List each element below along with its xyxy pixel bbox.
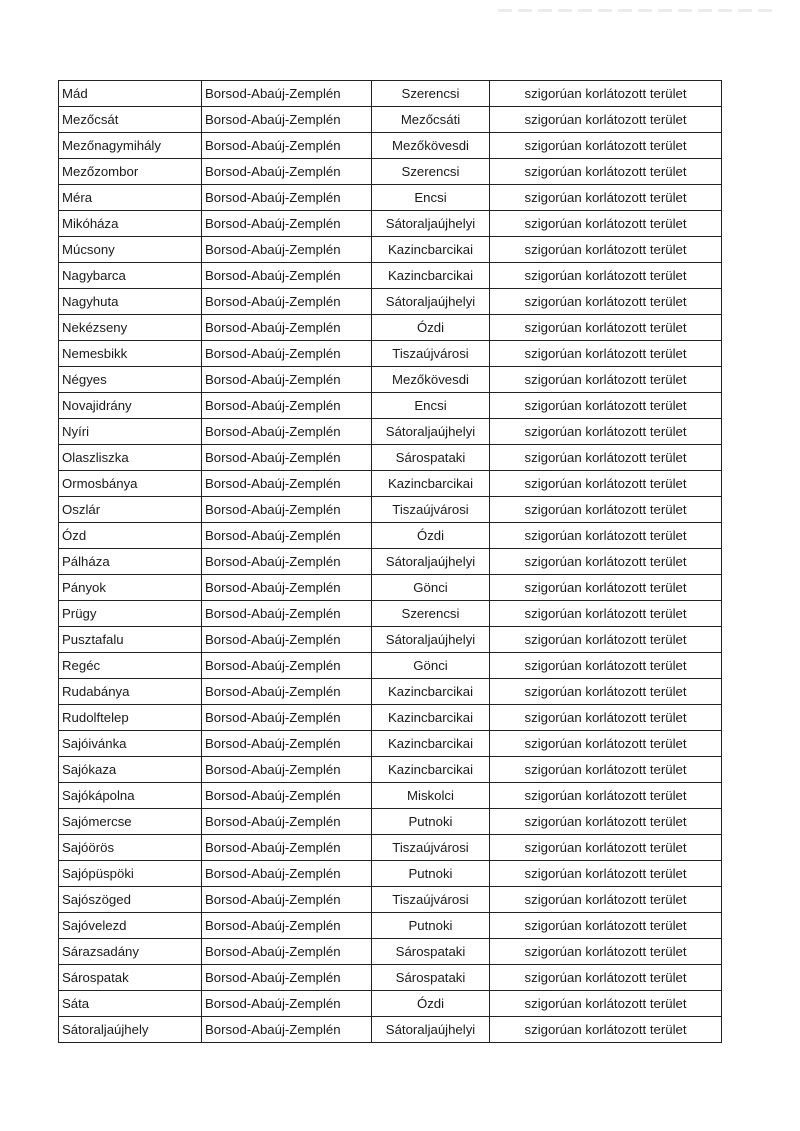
settlement-cell: Sárospatak — [59, 965, 202, 991]
table-row — [59, 133, 722, 159]
district-cell: Sátoraljaújhelyi — [372, 289, 490, 315]
district-cell: Putnoki — [372, 913, 490, 939]
restriction-status-cell: szigorúan korlátozott terület — [490, 471, 722, 497]
district-cell: Ózdi — [372, 523, 490, 549]
restriction-status-cell: szigorúan korlátozott terület — [490, 549, 722, 575]
settlement-cell: Pusztafalu — [59, 627, 202, 653]
district-cell: Sárospataki — [372, 939, 490, 965]
district-cell: Sárospataki — [372, 965, 490, 991]
county-cell: Borsod-Abaúj-Zemplén — [202, 341, 372, 367]
district-cell: Putnoki — [372, 809, 490, 835]
restriction-status-cell: szigorúan korlátozott terület — [490, 367, 722, 393]
settlement-cell: Sajóvelezd — [59, 913, 202, 939]
table-row — [59, 549, 722, 575]
restriction-status-cell: szigorúan korlátozott terület — [490, 289, 722, 315]
settlement-cell: Sajókápolna — [59, 783, 202, 809]
county-cell: Borsod-Abaúj-Zemplén — [202, 861, 372, 887]
restriction-status-cell: szigorúan korlátozott terület — [490, 315, 722, 341]
district-cell: Tiszaújvárosi — [372, 341, 490, 367]
restriction-status-cell: szigorúan korlátozott terület — [490, 783, 722, 809]
table-row — [59, 367, 722, 393]
district-cell: Tiszaújvárosi — [372, 887, 490, 913]
settlement-cell: Nyíri — [59, 419, 202, 445]
settlement-cell: Sajószöged — [59, 887, 202, 913]
restriction-status-cell: szigorúan korlátozott terület — [490, 965, 722, 991]
county-cell: Borsod-Abaúj-Zemplén — [202, 705, 372, 731]
county-cell: Borsod-Abaúj-Zemplén — [202, 887, 372, 913]
county-cell: Borsod-Abaúj-Zemplén — [202, 1017, 372, 1043]
restriction-status-cell: szigorúan korlátozott terület — [490, 887, 722, 913]
county-cell: Borsod-Abaúj-Zemplén — [202, 185, 372, 211]
district-cell: Sátoraljaújhelyi — [372, 627, 490, 653]
county-cell: Borsod-Abaúj-Zemplén — [202, 835, 372, 861]
county-cell: Borsod-Abaúj-Zemplén — [202, 757, 372, 783]
county-cell: Borsod-Abaúj-Zemplén — [202, 965, 372, 991]
table-row — [59, 757, 722, 783]
settlement-cell: Pálháza — [59, 549, 202, 575]
restriction-status-cell: szigorúan korlátozott terület — [490, 757, 722, 783]
table-row — [59, 341, 722, 367]
county-cell: Borsod-Abaúj-Zemplén — [202, 289, 372, 315]
county-cell: Borsod-Abaúj-Zemplén — [202, 939, 372, 965]
district-cell: Encsi — [372, 393, 490, 419]
district-cell: Tiszaújvárosi — [372, 835, 490, 861]
district-cell: Tiszaújvárosi — [372, 497, 490, 523]
district-cell: Kazincbarcikai — [372, 263, 490, 289]
district-cell: Sátoraljaújhelyi — [372, 549, 490, 575]
table-row — [59, 965, 722, 991]
district-cell: Sátoraljaújhelyi — [372, 419, 490, 445]
settlement-cell: Mezőcsát — [59, 107, 202, 133]
restriction-status-cell: szigorúan korlátozott terület — [490, 939, 722, 965]
table-row — [59, 809, 722, 835]
county-cell: Borsod-Abaúj-Zemplén — [202, 627, 372, 653]
settlement-cell: Oszlár — [59, 497, 202, 523]
table-body — [59, 81, 722, 1043]
restriction-status-cell: szigorúan korlátozott terület — [490, 991, 722, 1017]
settlement-cell: Nemesbikk — [59, 341, 202, 367]
restriction-status-cell: szigorúan korlátozott terület — [490, 809, 722, 835]
district-cell: Sárospataki — [372, 445, 490, 471]
restriction-status-cell: szigorúan korlátozott terület — [490, 211, 722, 237]
restriction-status-cell: szigorúan korlátozott terület — [490, 601, 722, 627]
restriction-status-cell: szigorúan korlátozott terület — [490, 419, 722, 445]
district-cell: Miskolci — [372, 783, 490, 809]
district-cell: Putnoki — [372, 861, 490, 887]
settlement-cell: Nagyhuta — [59, 289, 202, 315]
table-row — [59, 653, 722, 679]
restriction-status-cell: szigorúan korlátozott terület — [490, 81, 722, 107]
restriction-status-cell: szigorúan korlátozott terület — [490, 237, 722, 263]
table-row — [59, 315, 722, 341]
settlement-cell: Olaszliszka — [59, 445, 202, 471]
table-row — [59, 211, 722, 237]
county-cell: Borsod-Abaúj-Zemplén — [202, 809, 372, 835]
district-cell: Kazincbarcikai — [372, 731, 490, 757]
restriction-status-cell: szigorúan korlátozott terület — [490, 393, 722, 419]
county-cell: Borsod-Abaúj-Zemplén — [202, 211, 372, 237]
county-cell: Borsod-Abaúj-Zemplén — [202, 913, 372, 939]
restriction-status-cell: szigorúan korlátozott terület — [490, 497, 722, 523]
table-row — [59, 913, 722, 939]
county-cell: Borsod-Abaúj-Zemplén — [202, 315, 372, 341]
settlement-cell: Nagybarca — [59, 263, 202, 289]
settlement-cell: Mezőzombor — [59, 159, 202, 185]
district-cell: Mezőkövesdi — [372, 133, 490, 159]
district-cell: Gönci — [372, 575, 490, 601]
table-row — [59, 471, 722, 497]
district-cell: Szerencsi — [372, 81, 490, 107]
county-cell: Borsod-Abaúj-Zemplén — [202, 81, 372, 107]
scan-header-mark — [498, 9, 778, 12]
restriction-status-cell: szigorúan korlátozott terület — [490, 861, 722, 887]
district-cell: Sátoraljaújhelyi — [372, 211, 490, 237]
settlement-cell: Sajóörös — [59, 835, 202, 861]
county-cell: Borsod-Abaúj-Zemplén — [202, 783, 372, 809]
settlement-cell: Novajidrány — [59, 393, 202, 419]
settlement-cell: Sáta — [59, 991, 202, 1017]
district-cell: Ózdi — [372, 991, 490, 1017]
table-row — [59, 497, 722, 523]
settlement-table — [58, 80, 722, 1043]
restriction-status-cell: szigorúan korlátozott terület — [490, 263, 722, 289]
district-cell: Kazincbarcikai — [372, 679, 490, 705]
table-row — [59, 237, 722, 263]
restriction-status-cell: szigorúan korlátozott terület — [490, 445, 722, 471]
county-cell: Borsod-Abaúj-Zemplén — [202, 107, 372, 133]
restriction-status-cell: szigorúan korlátozott terület — [490, 705, 722, 731]
restriction-status-cell: szigorúan korlátozott terület — [490, 731, 722, 757]
county-cell: Borsod-Abaúj-Zemplén — [202, 263, 372, 289]
table-row — [59, 835, 722, 861]
table-row — [59, 887, 722, 913]
settlement-cell: Sajómercse — [59, 809, 202, 835]
restriction-status-cell: szigorúan korlátozott terület — [490, 653, 722, 679]
county-cell: Borsod-Abaúj-Zemplén — [202, 653, 372, 679]
district-cell: Gönci — [372, 653, 490, 679]
county-cell: Borsod-Abaúj-Zemplén — [202, 991, 372, 1017]
restriction-status-cell: szigorúan korlátozott terület — [490, 341, 722, 367]
table-row — [59, 705, 722, 731]
county-cell: Borsod-Abaúj-Zemplén — [202, 367, 372, 393]
county-cell: Borsod-Abaúj-Zemplén — [202, 575, 372, 601]
district-cell: Encsi — [372, 185, 490, 211]
restriction-status-cell: szigorúan korlátozott terület — [490, 575, 722, 601]
table-row — [59, 107, 722, 133]
district-cell: Szerencsi — [372, 159, 490, 185]
restriction-status-cell: szigorúan korlátozott terület — [490, 627, 722, 653]
county-cell: Borsod-Abaúj-Zemplén — [202, 159, 372, 185]
county-cell: Borsod-Abaúj-Zemplén — [202, 445, 372, 471]
table-row — [59, 731, 722, 757]
county-cell: Borsod-Abaúj-Zemplén — [202, 497, 372, 523]
restriction-status-cell: szigorúan korlátozott terület — [490, 913, 722, 939]
restriction-status-cell: szigorúan korlátozott terület — [490, 835, 722, 861]
table-row — [59, 575, 722, 601]
table-row — [59, 861, 722, 887]
district-cell: Mezőkövesdi — [372, 367, 490, 393]
district-cell: Mezőcsáti — [372, 107, 490, 133]
settlement-cell: Nekézseny — [59, 315, 202, 341]
restriction-status-cell: szigorúan korlátozott terület — [490, 679, 722, 705]
settlement-cell: Regéc — [59, 653, 202, 679]
settlement-cell: Négyes — [59, 367, 202, 393]
table-row — [59, 81, 722, 107]
county-cell: Borsod-Abaúj-Zemplén — [202, 133, 372, 159]
county-cell: Borsod-Abaúj-Zemplén — [202, 731, 372, 757]
district-cell: Szerencsi — [372, 601, 490, 627]
settlement-cell: Sajókaza — [59, 757, 202, 783]
table-row — [59, 991, 722, 1017]
table-row — [59, 679, 722, 705]
district-cell: Kazincbarcikai — [372, 757, 490, 783]
restriction-status-cell: szigorúan korlátozott terület — [490, 133, 722, 159]
settlement-cell: Sátoraljaújhely — [59, 1017, 202, 1043]
table-row — [59, 1017, 722, 1043]
settlement-cell: Mikóháza — [59, 211, 202, 237]
district-cell: Ózdi — [372, 315, 490, 341]
table-row — [59, 601, 722, 627]
county-cell: Borsod-Abaúj-Zemplén — [202, 471, 372, 497]
county-cell: Borsod-Abaúj-Zemplén — [202, 523, 372, 549]
district-cell: Sátoraljaújhelyi — [372, 1017, 490, 1043]
settlement-cell: Rudolftelep — [59, 705, 202, 731]
settlement-cell: Múcsony — [59, 237, 202, 263]
table-row — [59, 783, 722, 809]
table-row — [59, 185, 722, 211]
settlement-cell: Rudabánya — [59, 679, 202, 705]
district-cell: Kazincbarcikai — [372, 471, 490, 497]
settlement-cell: Mezőnagymihály — [59, 133, 202, 159]
county-cell: Borsod-Abaúj-Zemplén — [202, 237, 372, 263]
settlement-cell: Ózd — [59, 523, 202, 549]
county-cell: Borsod-Abaúj-Zemplén — [202, 419, 372, 445]
restriction-status-cell: szigorúan korlátozott terület — [490, 523, 722, 549]
settlement-cell: Pányok — [59, 575, 202, 601]
restriction-status-cell: szigorúan korlátozott terület — [490, 159, 722, 185]
restriction-status-cell: szigorúan korlátozott terület — [490, 1017, 722, 1043]
table-row — [59, 939, 722, 965]
restriction-status-cell: szigorúan korlátozott terület — [490, 185, 722, 211]
settlement-cell: Prügy — [59, 601, 202, 627]
county-cell: Borsod-Abaúj-Zemplén — [202, 601, 372, 627]
table-row — [59, 289, 722, 315]
table-row — [59, 445, 722, 471]
settlement-cell: Méra — [59, 185, 202, 211]
district-cell: Kazincbarcikai — [372, 705, 490, 731]
table-row — [59, 263, 722, 289]
table-row — [59, 419, 722, 445]
table-row — [59, 159, 722, 185]
settlement-cell: Mád — [59, 81, 202, 107]
table-row — [59, 523, 722, 549]
table-row — [59, 627, 722, 653]
county-cell: Borsod-Abaúj-Zemplén — [202, 679, 372, 705]
settlement-cell: Sárazsadány — [59, 939, 202, 965]
district-cell: Kazincbarcikai — [372, 237, 490, 263]
county-cell: Borsod-Abaúj-Zemplén — [202, 393, 372, 419]
settlement-cell: Ormosbánya — [59, 471, 202, 497]
county-cell: Borsod-Abaúj-Zemplén — [202, 549, 372, 575]
table-row — [59, 393, 722, 419]
settlement-cell: Sajópüspöki — [59, 861, 202, 887]
settlement-cell: Sajóivánka — [59, 731, 202, 757]
restriction-status-cell: szigorúan korlátozott terület — [490, 107, 722, 133]
